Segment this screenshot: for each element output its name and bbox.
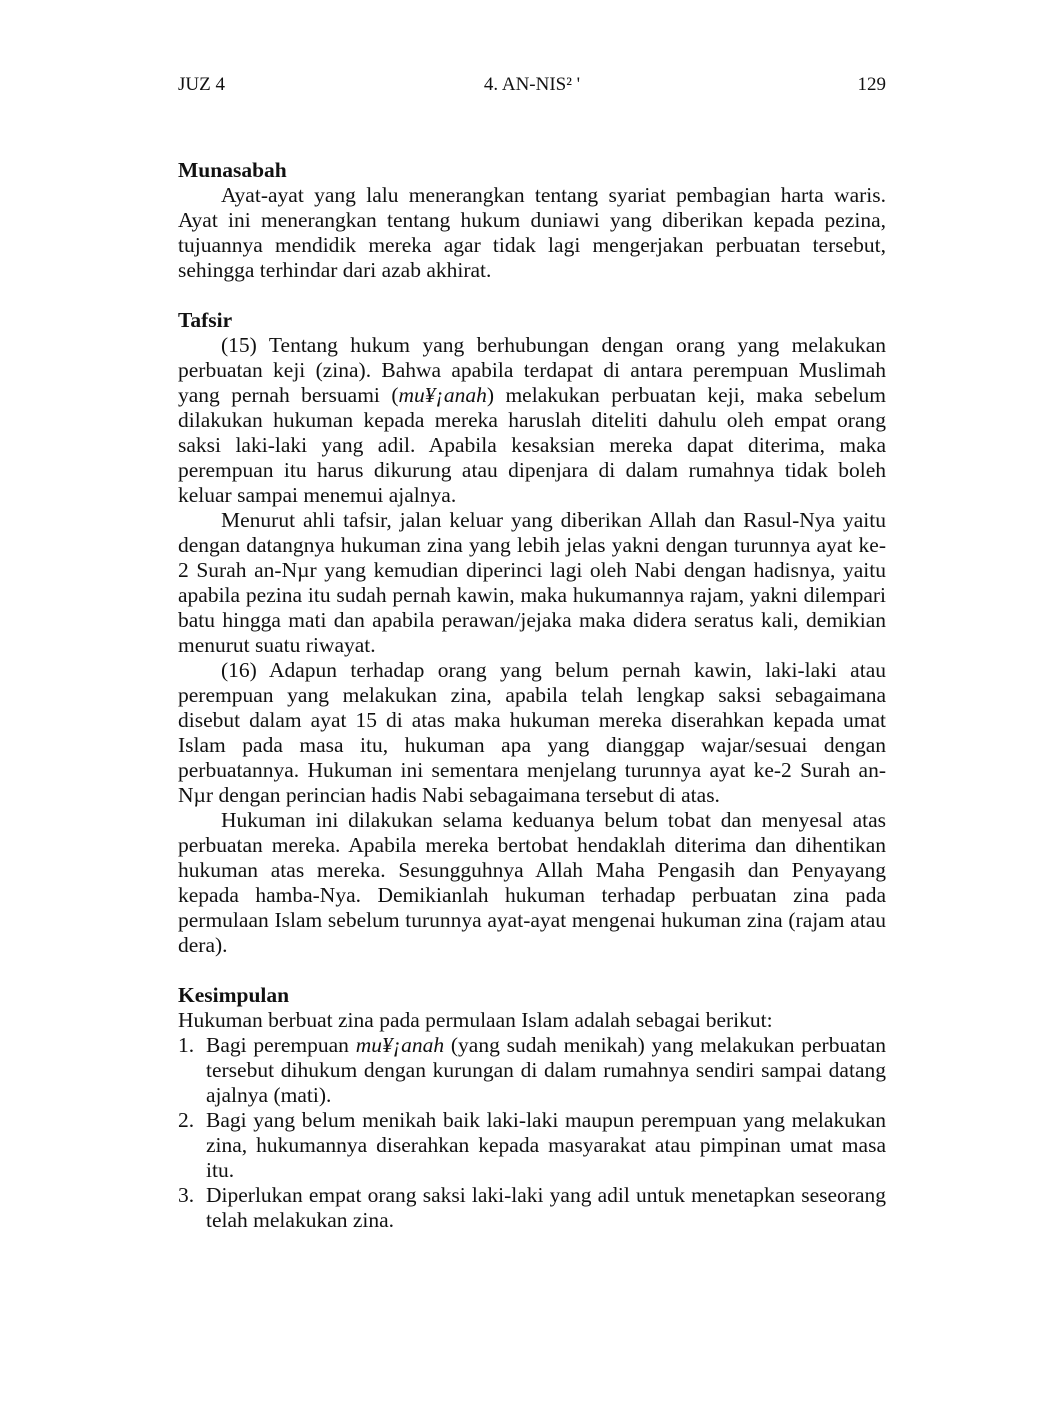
list-item (178, 1183, 886, 1233)
running-header (178, 70, 886, 100)
tafsir-p1-text-end: ) melakukan perbuatan keji, maka sebelum dilakukan hukuman kepada mereka haruslah diteliti dahulu oleh empat orang saksi laki-laki yang adil. Apabila kesaksian mereka dapat diterima, maka perempuan itu harus dikurung atau dipenjara di dalam rumahnya tidak boleh keluar sampai menemui ajalnya. (178, 383, 886, 507)
page-number: 129 (857, 74, 886, 95)
tafsir-heading: Tafsir (178, 308, 233, 332)
list-item-number: 2. (178, 1108, 195, 1132)
section-kesimpulan (178, 983, 886, 1233)
kesimpulan-heading: Kesimpulan (178, 983, 290, 1007)
tafsir-paragraph-15 (178, 333, 886, 508)
munasabah-heading: Munasabah (178, 158, 287, 182)
section-tafsir (178, 308, 886, 958)
surah-title: 4. AN-NIS² ' (483, 74, 581, 95)
list-item-italic-term: mu¥¡anah (355, 1033, 445, 1057)
tafsir-paragraph-commentary: Menurut ahli tafsir, jalan keluar yang diberikan Allah dan Rasul-Nya yaitu dengan datangnya hukuman zina yang lebih jelas yakni dengan turunnya ayat ke-2 Surah an-Nµr yang kemudian diperinci lagi oleh Nabi dengan hadisnya, yaitu apabila pezina itu sudah pernah kawin, maka hukumannya rajam, yakni dilempari batu hingga mati dan apabila perawan/jejaka maka didera seratus kali, demikian menurut suatu riwayat. (178, 508, 886, 657)
munasabah-paragraph: Ayat-ayat yang lalu menerangkan tentang syariat pembagian harta waris. Ayat ini menerangkan tentang hukum duniawi yang diberikan kepada pezina, tujuannya mendidik mereka agar tidak lagi mengerjakan perbuatan tersebut, sehingga terhindar dari azab akhirat. (178, 183, 886, 282)
tafsir-p1-text-start: (15) Tentang hukum yang berhubungan dengan orang yang melakukan perbuatan keji (zina). Bahwa apabila terdapat di antara perempuan Muslimah yang pernah bersuami ( (178, 333, 886, 407)
list-item-number: 3. (178, 1183, 195, 1207)
juz-label: JUZ 4 (178, 74, 225, 95)
conclusion-list (178, 1033, 886, 1233)
tafsir-p1-italic-term: mu¥¡anah (398, 383, 487, 407)
list-item-text: Diperlukan empat orang saksi laki-laki yang adil untuk menetapkan seseorang telah melakukan zina. (206, 1183, 886, 1232)
list-item (178, 1033, 886, 1108)
list-item (178, 1108, 886, 1183)
section-munasabah (178, 158, 886, 283)
kesimpulan-intro: Hukuman berbuat zina pada permulaan Islam adalah sebagai berikut: (178, 1008, 773, 1032)
list-item-text-end: (yang sudah menikah) yang melakukan perbuatan tersebut dihukum dengan kurungan di dalam rumahnya sendiri sampai datang ajalnya (mati). (206, 1033, 887, 1107)
list-item-text-start: Bagi perempuan (206, 1033, 356, 1057)
list-item-number: 1. (178, 1033, 195, 1057)
list-item-text: Bagi yang belum menikah baik laki-laki maupun perempuan yang melakukan zina, hukumannya diserahkan kepada masyarakat atau pimpinan umat masa itu. (206, 1108, 886, 1182)
document-page (178, 70, 886, 1233)
tafsir-paragraph-closing: Hukuman ini dilakukan selama keduanya belum tobat dan menyesal atas perbuatan mereka. Apabila mereka bertobat hendaklah diterima dan dihentikan hukuman atas mereka. Sesungguhnya Allah Maha Pengasih dan Penyayang kepada hamba-Nya. Demikianlah hukuman terhadap perbuatan zina pada permulaan Islam sebelum turunnya ayat-ayat mengenai hukuman zina (rajam atau dera). (178, 808, 886, 957)
tafsir-paragraph-16: (16) Adapun terhadap orang yang belum pernah kawin, laki-laki atau perempuan yang melakukan zina, apabila telah lengkap saksi sebagaimana disebut dalam ayat 15 di atas maka hukuman mereka diserahkan kepada umat Islam pada masa itu, hukuman apa yang dianggap wajar/sesuai dengan perbuatannya. Hukuman ini sementara menjelang turunnya ayat ke-2 Surah an-Nµr dengan perincian hadis Nabi sebagaimana tersebut di atas. (178, 658, 886, 807)
